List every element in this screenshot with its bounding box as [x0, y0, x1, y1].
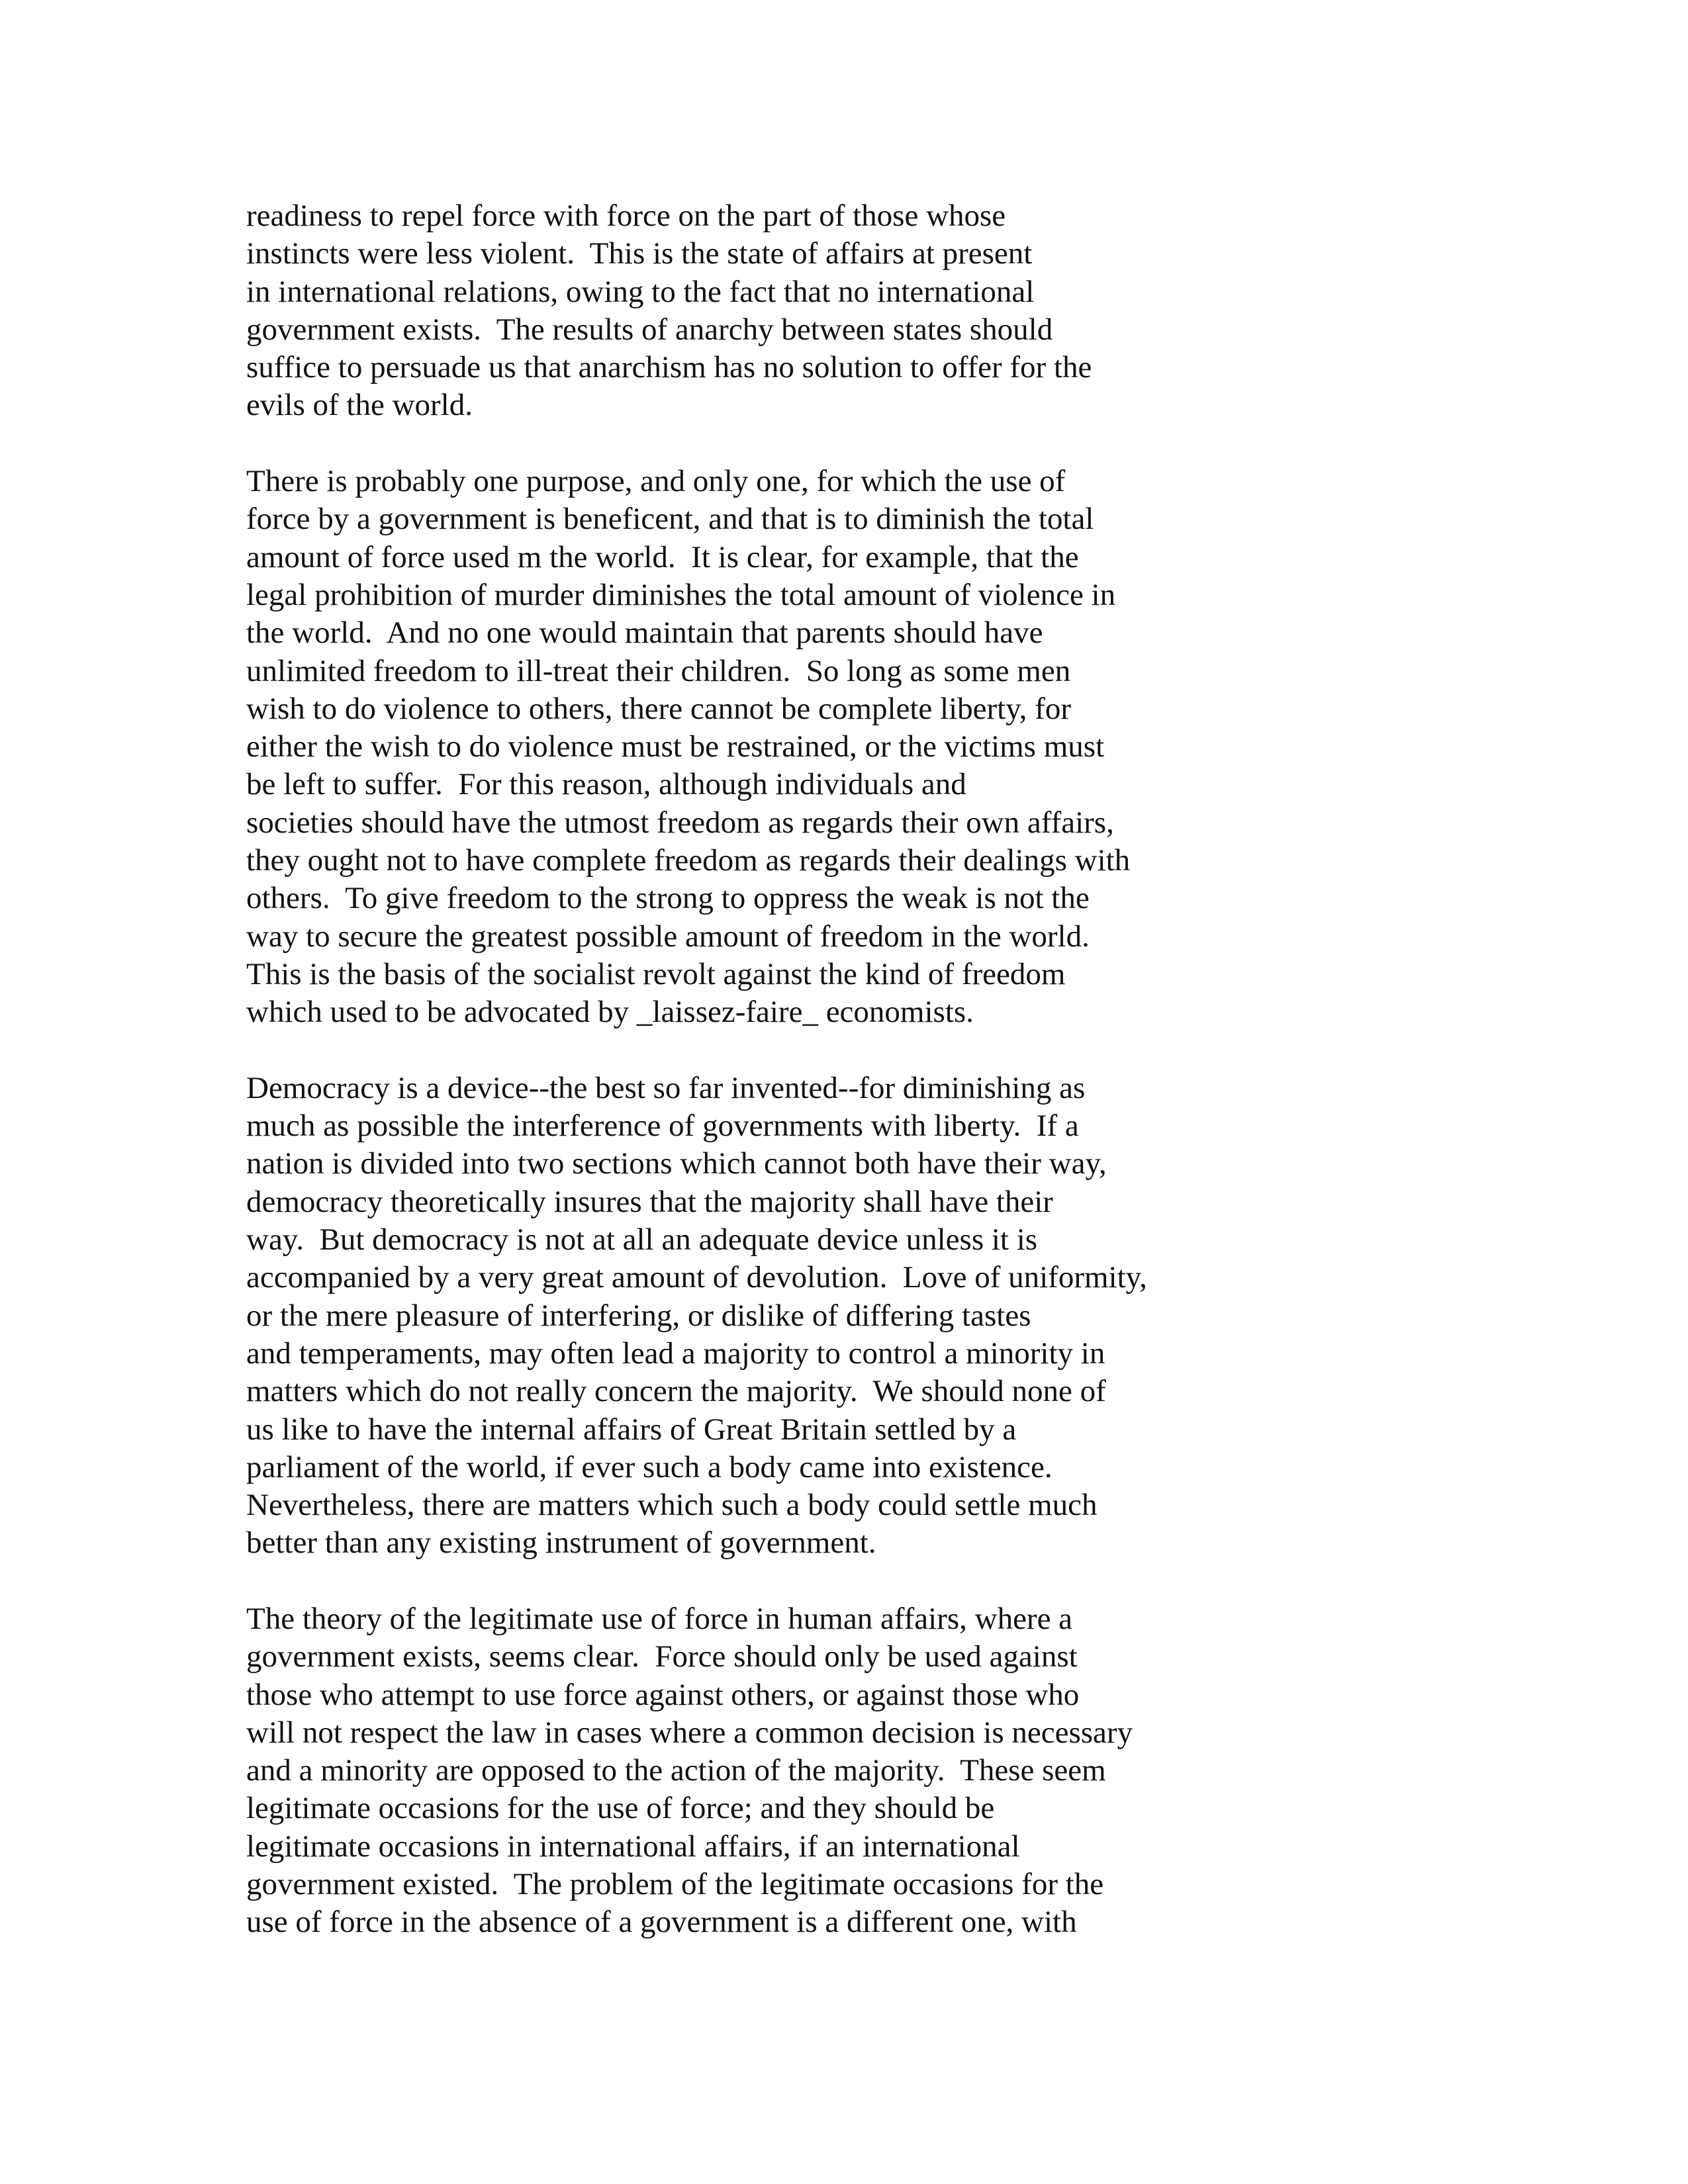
- text-line: better than any existing instrument of government.: [246, 1525, 876, 1561]
- paragraph: [246, 1069, 1504, 1563]
- text-line: instincts were less violent. This is the state of affairs at present: [246, 236, 1033, 271]
- text-line: evils of the world.: [246, 388, 473, 423]
- text-line: which used to be advocated by _laissez-faire_ economists.: [246, 995, 974, 1030]
- text-line: government exists, seems clear. Force should only be used against: [246, 1639, 1078, 1674]
- text-line: the world. And no one would maintain that parents should have: [246, 615, 1043, 651]
- text-line: matters which do not really concern the majority. We should none of: [246, 1374, 1106, 1409]
- text-line: suffice to persuade us that anarchism has no solution to offer for the: [246, 350, 1092, 385]
- text-line: in international relations, owing to the fact that no international: [246, 274, 1035, 309]
- text-line: others. To give freedom to the strong to oppress the weak is not the: [246, 881, 1090, 916]
- text-line: use of force in the absence of a government is a different one, with: [246, 1905, 1077, 1940]
- text-line: Democracy is a device--the best so far invented--for diminishing as: [246, 1070, 1086, 1105]
- text-line: accompanied by a very great amount of devolution. Love of uniformity,: [246, 1260, 1147, 1295]
- text-line: much as possible the interference of governments with liberty. If a: [246, 1109, 1079, 1144]
- text-line: either the wish to do violence must be restrained, or the victims must: [246, 729, 1105, 764]
- text-line: be left to suffer. For this reason, although individuals and: [246, 767, 966, 802]
- text-line: This is the basis of the socialist revolt against the kind of freedom: [246, 956, 1066, 991]
- text-line: legitimate occasions in international affairs, if an international: [246, 1829, 1020, 1864]
- text-line: unlimited freedom to ill-treat their children. So long as some men: [246, 653, 1071, 688]
- text-line: democracy theoretically insures that the majority shall have their: [246, 1184, 1053, 1219]
- text-line: legal prohibition of murder diminishes the total amount of violence in: [246, 577, 1116, 612]
- text-line: societies should have the utmost freedom as regards their own affairs,: [246, 805, 1114, 840]
- paragraph: [246, 463, 1504, 1031]
- text-line: nation is divided into two sections which cannot both have their way,: [246, 1146, 1107, 1181]
- text-line: force by a government is beneficent, and that is to diminish the total: [246, 502, 1094, 537]
- text-line: amount of force used m the world. It is clear, for example, that the: [246, 539, 1079, 574]
- text-line: will not respect the law in cases where a common decision is necessary: [246, 1715, 1133, 1750]
- text-line: The theory of the legitimate use of force in human affairs, where a: [246, 1601, 1073, 1636]
- paragraph: [246, 197, 1504, 425]
- text-line: way to secure the greatest possible amount of freedom in the world.: [246, 919, 1090, 954]
- text-line: they ought not to have complete freedom as regards their dealings with: [246, 843, 1131, 878]
- text-line: and temperaments, may often lead a majority to control a minority in: [246, 1336, 1105, 1371]
- text-line: and a minority are opposed to the action of the majority. These seem: [246, 1753, 1106, 1788]
- text-line: legitimate occasions for the use of force; and they should be: [246, 1791, 995, 1826]
- text-line: Nevertheless, there are matters which such a body could settle much: [246, 1488, 1098, 1523]
- text-line: or the mere pleasure of interfering, or dislike of differing tastes: [246, 1298, 1031, 1333]
- text-line: us like to have the internal affairs of Great Britain settled by a: [246, 1412, 1017, 1447]
- text-line: wish to do violence to others, there cannot be complete liberty, for: [246, 691, 1071, 726]
- body-text: [246, 197, 1504, 1979]
- text-line: government existed. The problem of the legitimate occasions for the: [246, 1867, 1104, 1902]
- text-line: There is probably one purpose, and only one, for which the use of: [246, 464, 1066, 499]
- text-line: way. But democracy is not at all an adequate device unless it is: [246, 1222, 1038, 1257]
- text-line: government exists. The results of anarchy between states should: [246, 312, 1053, 347]
- paragraph: [246, 1600, 1504, 1942]
- text-line: parliament of the world, if ever such a body came into existence.: [246, 1449, 1053, 1484]
- text-line: readiness to repel force with force on the part of those whose: [246, 199, 1006, 233]
- text-line: those who attempt to use force against others, or against those who: [246, 1677, 1080, 1712]
